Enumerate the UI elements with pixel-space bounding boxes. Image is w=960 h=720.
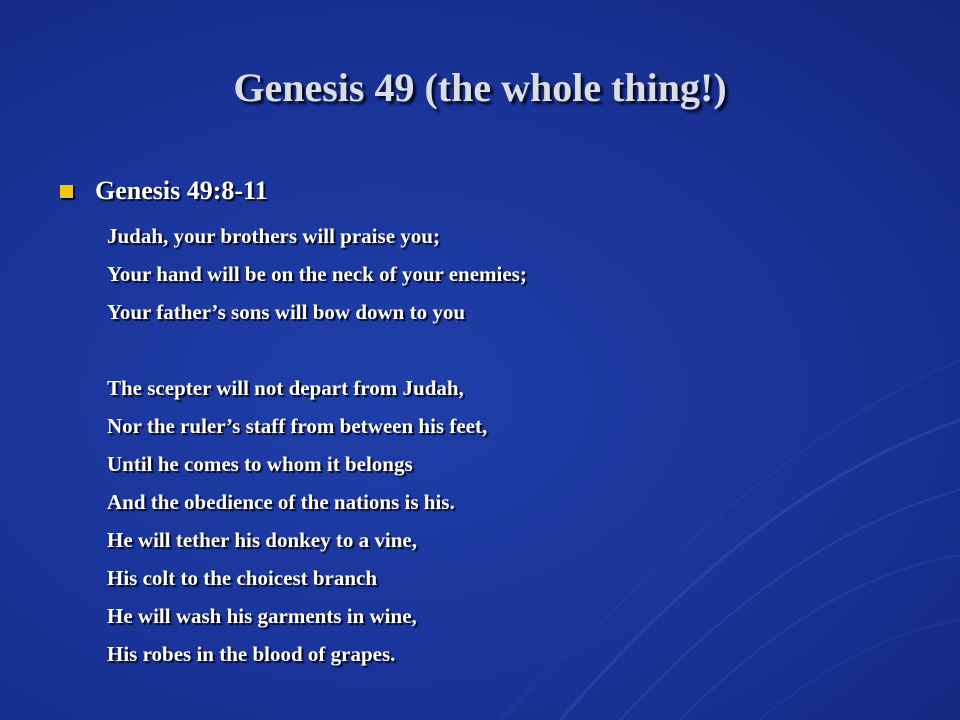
verse-line: Your father’s sons will bow down to you <box>107 300 466 324</box>
verse-line: His colt to the choicest branch <box>107 566 378 590</box>
slide-title: Genesis 49 (the whole thing!) <box>233 65 727 110</box>
verse-line: Until he comes to whom it belongs <box>107 452 413 476</box>
verse-line: And the obedience of the nations is his. <box>107 490 455 514</box>
bullet-heading-row <box>60 176 268 206</box>
verse-line: Your hand will be on the neck of your enemies; <box>107 262 527 286</box>
verse-line: The scepter will not depart from Judah, <box>107 376 464 400</box>
verse-line: He will wash his garments in wine, <box>107 604 417 628</box>
verse-line: Nor the ruler’s staff from between his feet, <box>107 414 488 438</box>
square-bullet-icon <box>60 185 73 198</box>
verse-line: He will tether his donkey to a vine, <box>107 528 417 552</box>
verse-line: Judah, your brothers will praise you; <box>107 224 440 248</box>
scripture-reference-heading: Genesis 49:8-11 <box>95 176 268 205</box>
verse-line: His robes in the blood of grapes. <box>107 642 396 666</box>
